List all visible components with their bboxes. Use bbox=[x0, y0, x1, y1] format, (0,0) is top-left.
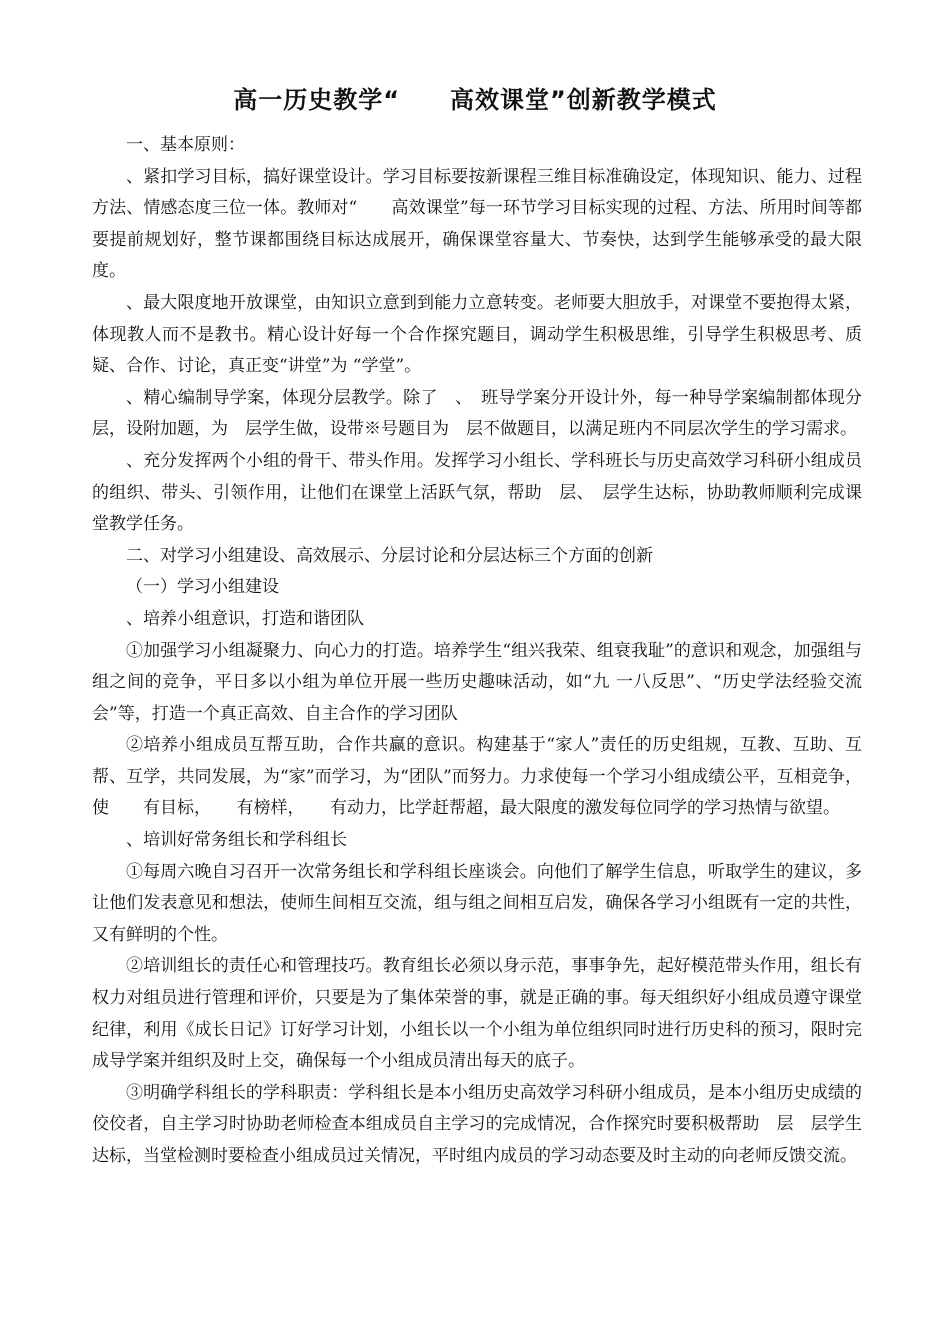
section-heading: 二、对学习小组建设、高效展示、分层讨论和分层达标三个方面的创新 bbox=[126, 545, 653, 566]
paragraph: ①加强学习小组凝聚力、向心力的打造。培养学生“组兴我荣、组衰我耻”的意识和观念，加强组与组之间的竞争，平日多以小组为单位开展一些历史趣味活动，如“九 一八反思”、“历史学法经验交流会”等，打造一个真正高效、自主合作的学习团队 bbox=[92, 640, 862, 724]
paragraph: 、精心编制导学案，体现分层教学。除了 、 班导学案分开设计外，每一种导学案编制都体现分层，设附加题，为 层学生做，设带※号题目为 层不做题目，以满足班内不同层次学生的学习需求。 bbox=[92, 387, 862, 440]
paragraph: 、最大限度地开放课堂，由知识立意到到能力立意转变。老师要大胆放手，对课堂不要抱得太紧，体现教人而不是教书。精心设计好每一个合作探究题目，调动学生积极思维，引导学生积极思考、质疑、合作、讨论，真正变“讲堂”为 “学堂”。 bbox=[92, 292, 862, 377]
paragraph: 、充分发挥两个小组的骨干、带头作用。发挥学习小组长、学科班长与历史高效学习科研小组成员的组织、带头、引领作用，让他们在课堂上活跃气氛，帮助 层、 层学生达标，协助教师顺利完成课堂教学任务。 bbox=[92, 450, 862, 535]
document-body bbox=[92, 130, 862, 1173]
paragraph: ③明确学科组长的学科职责：学科组长是本小组历史高效学习科研小组成员，是本小组历史成绩的佼佼者，自主学习时协助老师检查本组成员自主学习的完成情况，合作探究时要积极帮助 层 层学生达标，当堂检测时要检查小组成员过关情况，平时组内成员的学习动态要及时主动的向老师反馈交流。 bbox=[92, 1082, 862, 1166]
subsection-heading: 、培训好常务组长和学科组长 bbox=[126, 830, 347, 851]
subsection-heading: 、培养小组意识，打造和谐团队 bbox=[126, 608, 364, 629]
paragraph: ②培养小组成员互帮互助，合作共赢的意识。构建基于“家人”责任的历史组规，互教、互助、互帮、互学，共同发展，为“家”而学习，为“团队”而努力。力求使每一个学习小组成绩公平，互相竞争，使 有目标， 有榜样， 有动力，比学赶帮超，最大限度的激发每位同学的学习热情与欲望。 bbox=[92, 735, 862, 819]
document-title: 高一历史教学“ 高效课堂”创新教学模式 bbox=[233, 86, 717, 114]
section-heading: 一、基本原则： bbox=[126, 135, 245, 155]
subsection-heading: （一）学习小组建设 bbox=[126, 577, 279, 598]
paragraph: 、紧扣学习目标，搞好课堂设计。学习目标要按新课程三维目标准确设定，体现知识、能力、过程方法、情感态度三位一体。教师对“ 高效课堂”每一环节学习目标实现的过程、方法、所用时间等都要提前规划好，整节课都围绕目标达成展开，确保课堂容量大、节奏快，达到学生能够承受的最大限度。 bbox=[92, 166, 862, 282]
paragraph: ①每周六晚自习召开一次常务组长和学科组长座谈会。向他们了解学生信息，听取学生的建议，多让他们发表意见和想法，使师生间相互交流，组与组之间相互启发，确保各学习小组既有一定的共性，又有鲜明的个性。 bbox=[92, 861, 862, 945]
paragraph: ②培训组长的责任心和管理技巧。教育组长必须以身示范，事事争先，起好模范带头作用，组长有权力对组员进行管理和评价，只要是为了集体荣誉的事，就是正确的事。每天组织好小组成员遵守课堂纪律，利用《成长日记》订好学习计划，小组长以一个小组为单位组织同时进行历史科的预习，限时完成导学案并组织及时上交，确保每一个小组成员清出每天的底子。 bbox=[92, 956, 862, 1072]
